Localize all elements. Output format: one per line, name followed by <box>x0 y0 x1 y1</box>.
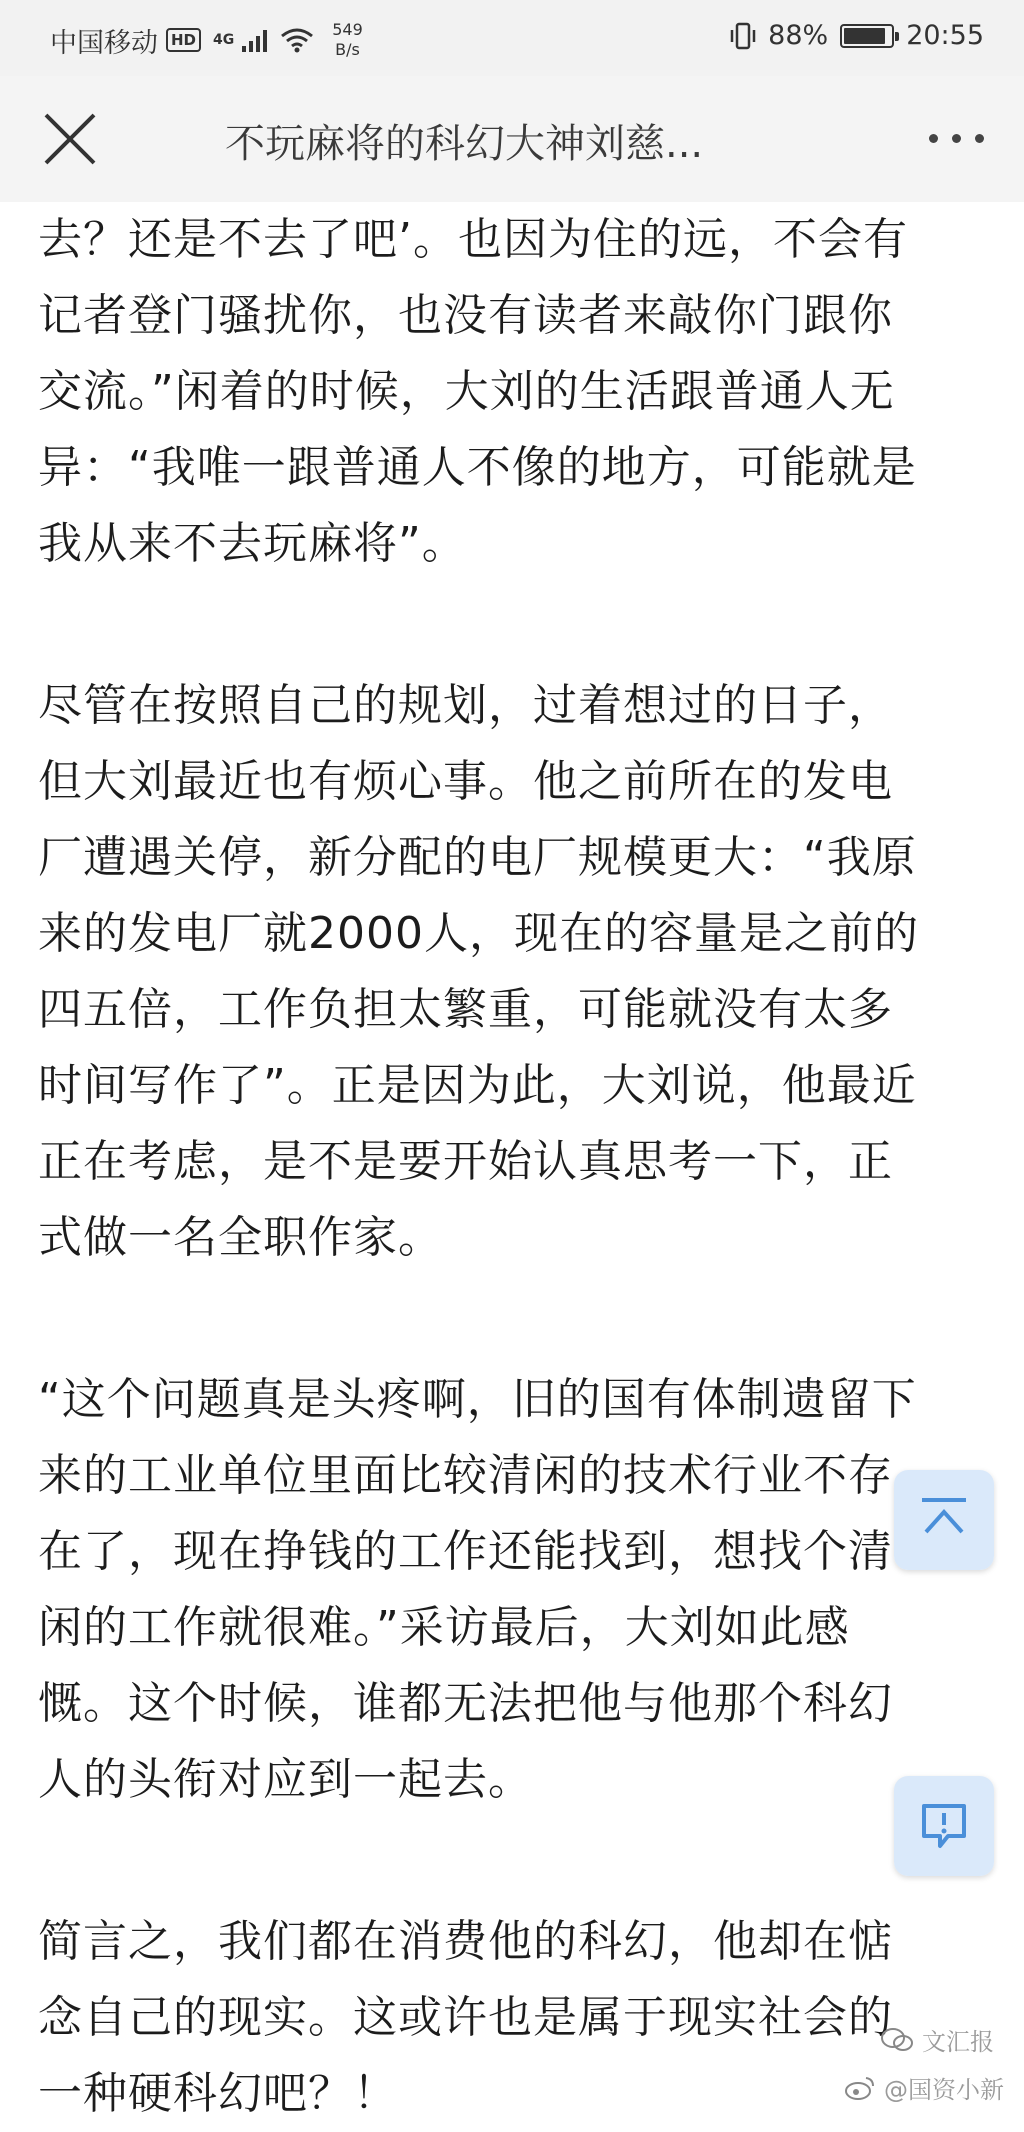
network-type: 4G <box>213 32 235 48</box>
clock: 20:55 <box>906 20 984 51</box>
scroll-to-top-button[interactable] <box>894 1470 994 1570</box>
text-line: 异：“我唯一跟普通人不像的地方，可能就是 <box>38 442 917 493</box>
underlined-text: 四五倍，工作负担太繁重，可能就没有太多 <box>38 984 893 1035</box>
text-line: 记者登门骚扰你，也没有读者来敲你门跟你 <box>38 290 893 341</box>
text-line <box>38 1438 998 1514</box>
status-right <box>730 20 984 51</box>
wechat-icon <box>880 2026 914 2054</box>
text-line: 我从来不去玩麻将”。 <box>38 518 467 569</box>
text-line: 念自己的现实。这或许也是属于现实社会的 <box>38 1992 893 2043</box>
article-body <box>38 202 998 2132</box>
watermark-author-text: @国资小新 <box>884 2076 1004 2104</box>
underlined-text: 来的工业单位里面比较清闲的技术行业不存 <box>38 1450 893 1501</box>
text-line: 正在考虑，是不是要开始认真思考一下，正 <box>38 1136 893 1187</box>
underlined-text: 在了， <box>38 1526 173 1577</box>
battery-fill <box>844 28 884 44</box>
text-line: 一种硬科幻吧？！ <box>38 2068 398 2119</box>
text-line <box>38 1514 998 1590</box>
page-title: 不玩麻将的科幻大神刘慈... <box>225 121 704 167</box>
vibrate-icon <box>730 22 756 50</box>
text-line: 式做一名全职作家。 <box>38 1212 443 1263</box>
hd-badge: HD <box>166 28 201 52</box>
speed-unit: B/s <box>335 40 360 59</box>
paragraph-3 <box>38 1362 998 1818</box>
text-line <box>38 972 998 1048</box>
underlined-text: 旧的国有体制遗留下 <box>511 1374 917 1425</box>
watermark-source-text: 文汇报 <box>922 2028 994 2056</box>
scroll-to-top-icon <box>916 1492 972 1548</box>
watermark <box>794 2010 1004 2120</box>
text-line: 去？还是不去了吧’。也因为住的远，不会有 <box>38 214 908 265</box>
text-line: 闲的工作就很难。”采访最后，大刘如此感 <box>38 1602 850 1653</box>
text-line: 人的头衔对应到一起去。 <box>38 1754 533 1805</box>
text-line: 交流。”闲着的时候，大刘的生活跟普通人无 <box>38 366 895 417</box>
text-line: 慨。这个时候，谁都无法把他与他那个科幻 <box>38 1678 893 1729</box>
text-span: 现在挣钱的工作还能找到，想找个清 <box>173 1526 893 1577</box>
status-left <box>50 20 363 60</box>
text-span: 来的发电厂就2000人， <box>38 908 514 959</box>
battery-percent: 88% <box>768 20 829 51</box>
signal-icon <box>242 28 272 52</box>
text-line: 但大刘最近也有烦心事。他之前所在的发电 <box>38 756 893 807</box>
more-options-icon[interactable] <box>929 134 984 143</box>
underlined-text: 时间写作了 <box>38 1060 263 1111</box>
nav-bar <box>0 76 1024 202</box>
text-line <box>38 896 998 972</box>
watermark-author <box>844 2070 1004 2105</box>
paragraph-1 <box>38 202 998 582</box>
text-line: 简言之，我们都在消费他的科幻，他却在惦 <box>38 1916 893 1967</box>
text-line <box>38 1362 998 1438</box>
paragraph-2 <box>38 668 998 1276</box>
weibo-icon <box>844 2075 876 2101</box>
carrier-name: 中国移动 <box>50 27 158 59</box>
underlined-text: 现在的容量是之前的 <box>513 908 919 959</box>
text-span: “这个问题真是头疼啊， <box>38 1374 512 1425</box>
battery-icon <box>840 24 894 48</box>
speed-value: 549 <box>332 20 363 39</box>
text-line <box>38 1048 998 1124</box>
network-speed <box>332 20 363 60</box>
close-icon[interactable] <box>40 109 100 169</box>
watermark-source <box>880 2022 994 2057</box>
text-line: 尽管在按照自己的规划，过着想过的日子， <box>38 680 893 731</box>
feedback-icon <box>916 1798 972 1854</box>
wifi-icon <box>280 27 314 53</box>
feedback-button[interactable] <box>894 1776 994 1876</box>
status-bar <box>0 0 1024 76</box>
text-line: 厂遭遇关停，新分配的电厂规模更大：“我原 <box>38 832 917 883</box>
text-span: ”。正是因为此，大刘说，他最近 <box>263 1060 917 1111</box>
